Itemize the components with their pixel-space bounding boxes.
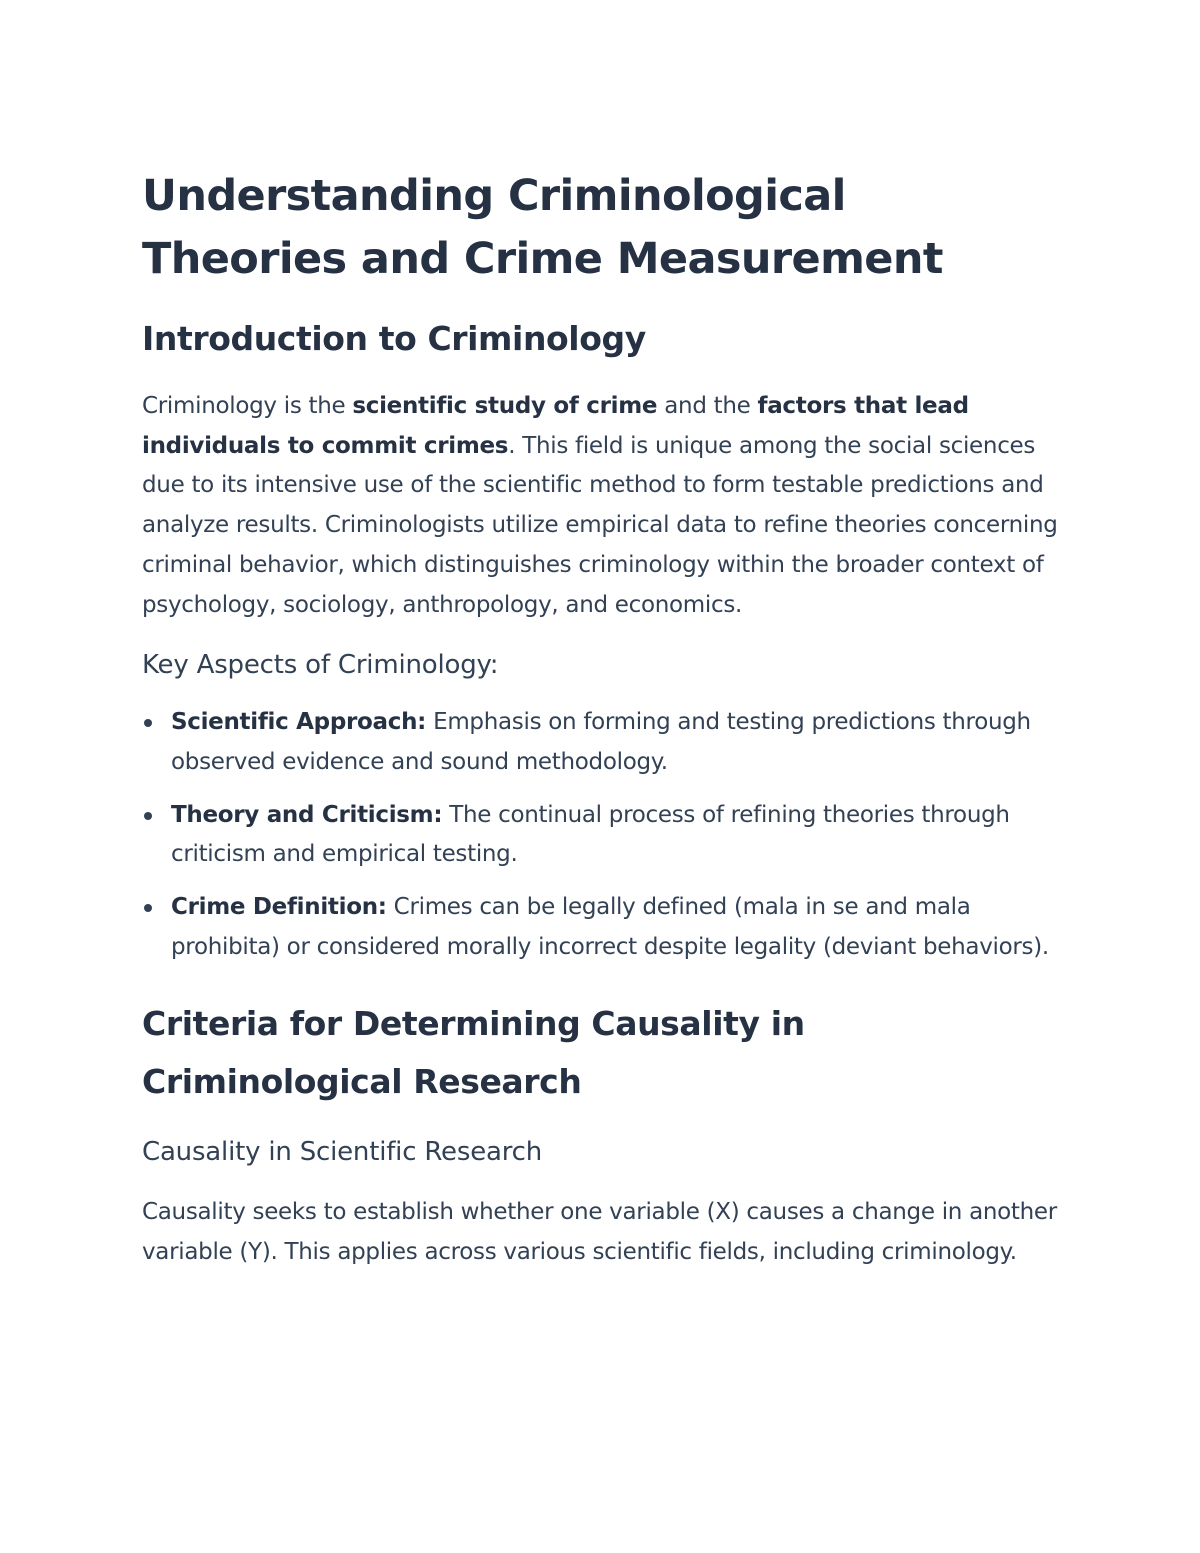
bullet-icon [144, 719, 152, 727]
section-heading-causality-criteria: Criteria for Determining Causality in Criminological Research [142, 1004, 805, 1102]
intro-text-3: . This field is unique among the social sciences due to its intensive use of the scientific method to form testable predictions and analyze results. Criminologists utilize empirical data to refine theories concerning criminal behavior, which distinguishes criminology within the broader context of psychology, sociology, anthropology, and economics. [142, 432, 1058, 618]
causality-paragraph: Causality seeks to establish whether one variable (X) causes a change in another variable (Y). This applies across various scientific fields, including criminology. [142, 1199, 1057, 1266]
list-item-label: Crime Definition: [171, 894, 387, 921]
key-aspects-heading: Key Aspects of Criminology: [142, 650, 499, 681]
list-item [142, 796, 1062, 875]
bullet-icon [144, 904, 152, 912]
list-item [142, 703, 1062, 782]
intro-bold-2: factors that lead individuals to commit crimes [142, 393, 969, 459]
intro-bold-1: scientific study of crime [352, 393, 658, 419]
intro-text-1: Criminology is the [142, 393, 353, 419]
list-item-label: Theory and Criticism: [171, 801, 443, 828]
intro-text-2: and the [657, 393, 758, 419]
list-item-label: Scientific Approach: [171, 709, 427, 736]
section-heading-introduction: Introduction to Criminology [142, 319, 646, 358]
list-item-text: The continual process of refining theories through criticism and empirical testing. [171, 801, 1010, 868]
intro-paragraph [142, 387, 1062, 625]
document-title: Understanding Criminological Theories and Crime Measurement [142, 171, 943, 284]
list-item-text: Crimes can be legally defined (mala in se and mala prohibita) or considered morally incorrect despite legality (deviant behaviors). [171, 894, 1049, 960]
bullet-icon [144, 812, 152, 820]
document-page [142, 165, 1062, 1273]
list-item [142, 888, 1062, 967]
list-item-text: Emphasis on forming and testing predictions through observed evidence and sound methodology. [171, 709, 1031, 775]
key-aspects-list [142, 703, 1062, 967]
causality-subheading: Causality in Scientific Research [142, 1137, 543, 1168]
